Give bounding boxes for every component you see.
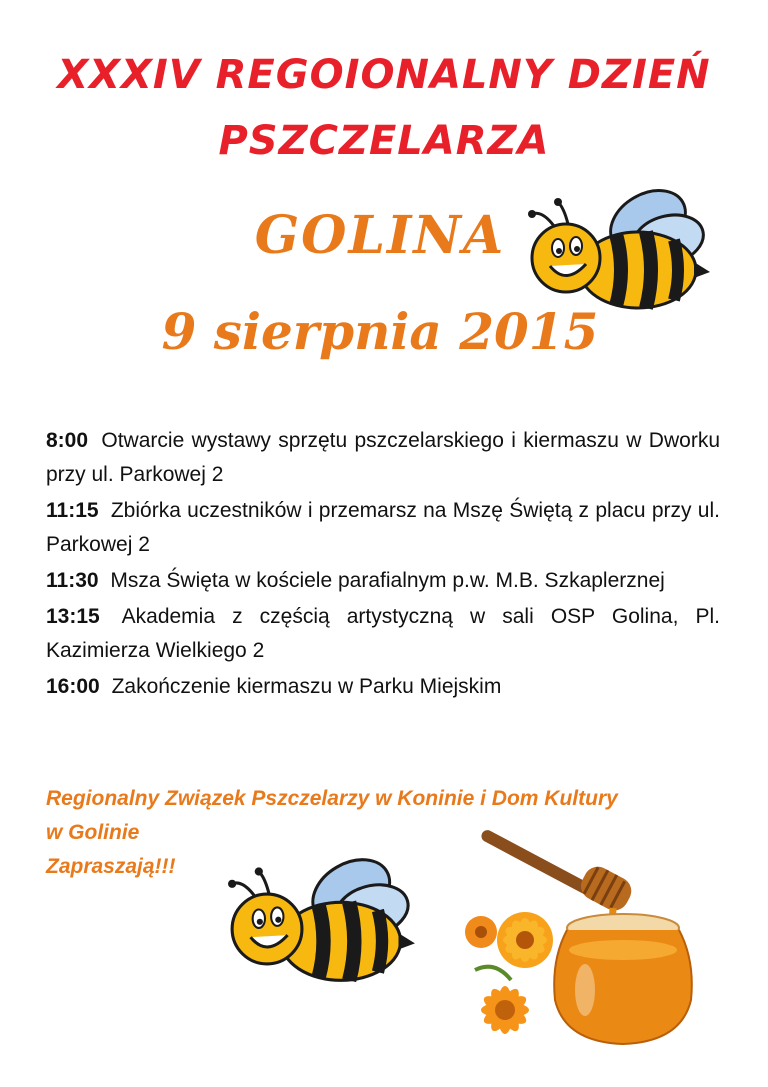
- city-name: GOLINA: [254, 205, 506, 266]
- schedule-text: Zbiórka uczestników i przemarsz na Mszę Świętą z placu przy ul. Parkowej 2: [46, 499, 720, 556]
- schedule-text: Zakończenie kiermaszu w Parku Miejskim: [111, 675, 502, 698]
- bee-icon: [528, 160, 713, 320]
- poster-title-line-1: XXXIV REGOIONALNY DZIEŃ: [57, 52, 711, 98]
- invitation-location: w Golinie: [46, 821, 140, 844]
- poster-title-line-2: PSZCZELARZA: [218, 118, 550, 164]
- schedule-entry: [46, 600, 720, 668]
- honey-jar-icon: [455, 820, 730, 1050]
- schedule-entry: [46, 670, 720, 704]
- bee-icon: [228, 828, 418, 993]
- schedule-text: Msza Święta w kościele parafialnym p.w. M.B. Szkaplerznej: [110, 569, 665, 592]
- schedule-entry: [46, 494, 720, 562]
- invitation-organizers: Regionalny Związek Pszczelarzy w Koninie i Dom Kultury: [46, 787, 618, 810]
- event-schedule: [46, 424, 720, 706]
- schedule-entry: [46, 424, 720, 492]
- schedule-text: Otwarcie wystawy sprzętu pszczelarskiego i kiermaszu w Dworku przy ul. Parkowej 2: [46, 429, 720, 486]
- event-date: 9 sierpnia 2015: [161, 302, 599, 361]
- schedule-time: 8:00: [46, 429, 89, 452]
- schedule-time: 11:30: [46, 569, 99, 592]
- schedule-text: Akademia z częścią artystyczną w sali OSP Golina, Pl. Kazimierza Wielkiego 2: [46, 605, 720, 662]
- schedule-time: 11:15: [46, 499, 99, 522]
- schedule-time: 13:15: [46, 605, 100, 628]
- schedule-time: 16:00: [46, 675, 100, 698]
- schedule-entry: [46, 564, 720, 598]
- invitation-closing: Zapraszają!!!: [46, 855, 176, 878]
